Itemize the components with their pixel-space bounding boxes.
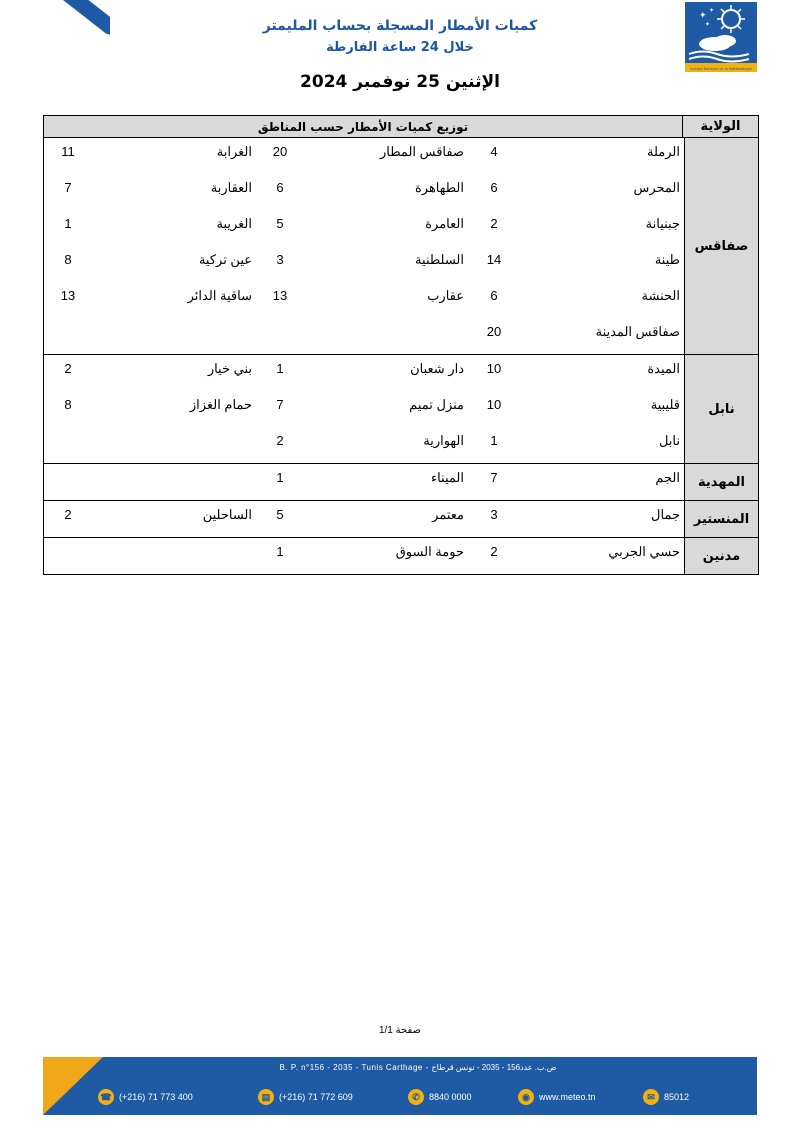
station-name: العقاربة (210, 180, 252, 195)
table-row (44, 355, 684, 391)
station-name (304, 318, 468, 354)
rainfall-value: 13 (272, 288, 288, 303)
governorate-name: نابل (684, 355, 758, 463)
footer-banner (43, 1057, 757, 1115)
rainfall-value: 8 (64, 252, 72, 267)
rainfall-table (43, 115, 759, 575)
station-rows (44, 501, 684, 537)
rainfall-value: 6 (490, 288, 498, 303)
logo-text: Institut National de la Météorologie (690, 67, 752, 71)
header-governorate: الولاية (682, 116, 758, 137)
contact-web[interactable] (518, 1088, 596, 1106)
rainfall-value: 1 (276, 361, 284, 376)
station-name (92, 538, 256, 574)
station-name: قليبية (650, 397, 680, 412)
station-name: عقارب (427, 288, 464, 303)
rainfall-value: 1 (276, 544, 284, 559)
page-number: صفحة 1/1 (378, 1025, 422, 1036)
station-name (92, 464, 256, 500)
rainfall-value (44, 464, 92, 500)
rainfall-value: 6 (490, 180, 498, 195)
contact-web-text[interactable]: www.meteo.tn (539, 1092, 596, 1102)
station-name (92, 318, 256, 354)
rainfall-value: 6 (276, 180, 284, 195)
station-name: الحنشة (641, 288, 680, 303)
rainfall-value: 4 (490, 144, 498, 159)
institute-logo (685, 2, 757, 72)
rainfall-value: 2 (64, 507, 72, 522)
station-name: حسي الجربي (608, 544, 680, 559)
governorate-name: مدنين (684, 538, 758, 574)
station-name: بني خيار (207, 361, 252, 376)
contact-sms (643, 1088, 689, 1106)
table-row (44, 538, 684, 574)
table-row (44, 138, 684, 174)
rainfall-value: 10 (486, 361, 502, 376)
governorate-group (44, 464, 758, 501)
governorate-group (44, 501, 758, 538)
rainfall-value: 7 (490, 470, 498, 485)
table-body (44, 138, 758, 574)
governorate-group (44, 355, 758, 464)
rainfall-value (256, 318, 304, 354)
rainfall-value: 10 (486, 397, 502, 412)
station-name: العامرة (425, 216, 464, 231)
station-name: عين تركية (198, 252, 252, 267)
sms-icon: ✉ (643, 1089, 659, 1105)
rainfall-value: 20 (272, 144, 288, 159)
rainfall-value: 20 (486, 324, 502, 339)
report-title: كميات الأمطار المسجلة بحساب المليمتر (262, 18, 538, 34)
station-rows (44, 138, 684, 354)
station-name: الطهاهرة (414, 180, 464, 195)
rainfall-value: 1 (490, 433, 498, 448)
station-name: حومة السوق (395, 544, 464, 559)
contact-fax-text: (+216) 71 772 609 (279, 1092, 353, 1102)
table-row (44, 210, 684, 246)
station-name: السلطنية (415, 252, 464, 267)
rainfall-value: 14 (486, 252, 502, 267)
rainfall-value: 5 (276, 507, 284, 522)
rainfall-value: 11 (61, 144, 75, 159)
rainfall-value: 13 (60, 288, 76, 303)
contact-call-center-text: 8840 0000 (429, 1092, 472, 1102)
table-header-row (44, 116, 758, 138)
table-row (44, 282, 684, 318)
rainfall-value: 3 (276, 252, 284, 267)
table-row (44, 318, 684, 354)
station-name: الغريبة (216, 216, 252, 231)
rainfall-value (44, 318, 92, 354)
rainfall-value (44, 538, 92, 574)
rainfall-value: 3 (490, 507, 498, 522)
contact-phone-text: (+216) 71 773 400 (119, 1092, 193, 1102)
table-row (44, 464, 684, 500)
station-name: المحرس (633, 180, 680, 195)
station-name: صفاقس المطار (380, 144, 464, 159)
station-name: معتمر (432, 507, 464, 522)
footer-address: B. P. n°156 - 2035 - Tunis Carthage - ص.ب. عدد156 - 2035 - تونس قرطاج (279, 1063, 557, 1072)
svg-text:✦: ✦ (699, 11, 707, 21)
station-name: صفاقس المدينة (595, 324, 680, 339)
station-rows (44, 355, 684, 463)
rainfall-value: 2 (64, 361, 72, 376)
table-row (44, 174, 684, 210)
station-name: الميناء (430, 470, 464, 485)
station-name: منزل تميم (409, 397, 464, 412)
contact-fax (258, 1088, 353, 1106)
table-row (44, 246, 684, 282)
rainfall-value: 7 (276, 397, 284, 412)
logo-emblem-icon (685, 2, 757, 64)
web-icon: ◉ (518, 1089, 534, 1105)
station-name: الغرابة (216, 144, 252, 159)
rainfall-value: 2 (276, 433, 284, 448)
governorate-name: المنستير (684, 501, 758, 537)
fax-icon: ▤ (258, 1089, 274, 1105)
station-name: الهوارية (423, 433, 464, 448)
station-name: طينة (654, 252, 680, 267)
header-distribution: توزيع كميات الأمطار حسب المناطق (44, 116, 682, 137)
station-name: ساقية الدائر (187, 288, 252, 303)
svg-text:✦: ✦ (705, 21, 711, 28)
rainfall-value: 2 (490, 216, 498, 231)
table-row (44, 427, 684, 463)
station-name: الساحلين (202, 507, 252, 522)
rainfall-value (44, 427, 92, 463)
governorate-name: صفاقس (684, 138, 758, 354)
contact-phone (98, 1088, 193, 1106)
governorate-group (44, 138, 758, 355)
station-name: دار شعبان (410, 361, 464, 376)
rainfall-value: 5 (276, 216, 284, 231)
footer-accent-wedge (43, 1057, 103, 1115)
decorative-stripes (0, 0, 110, 70)
station-name (92, 427, 256, 463)
rainfall-value: 7 (64, 180, 72, 195)
rainfall-value: 1 (276, 470, 284, 485)
station-name: جمال (651, 507, 680, 522)
station-name: جبنيانة (645, 216, 680, 231)
report-subtitle: خلال 24 ساعة الفارطة (326, 40, 474, 55)
station-name: الجم (655, 470, 680, 485)
rainfall-value: 2 (490, 544, 498, 559)
station-name: الرملة (647, 144, 680, 159)
svg-text:✦: ✦ (709, 7, 715, 14)
call-center-icon: ✆ (408, 1089, 424, 1105)
contact-sms-text: 85012 (664, 1092, 690, 1102)
rainfall-value: 1 (64, 216, 72, 231)
phone-icon: ☎ (98, 1089, 114, 1105)
station-name: حمام الغزاز (189, 397, 252, 412)
station-rows (44, 538, 684, 574)
report-date: الإثنين 25 نوفمبر 2024 (300, 72, 500, 92)
station-name: نابل (658, 433, 680, 448)
rainfall-value: 8 (64, 397, 72, 412)
table-row (44, 501, 684, 537)
governorate-name: المهدية (684, 464, 758, 500)
governorate-group (44, 538, 758, 574)
station-rows (44, 464, 684, 500)
table-row (44, 391, 684, 427)
station-name: الميدة (647, 361, 680, 376)
contact-call-center (408, 1088, 472, 1106)
